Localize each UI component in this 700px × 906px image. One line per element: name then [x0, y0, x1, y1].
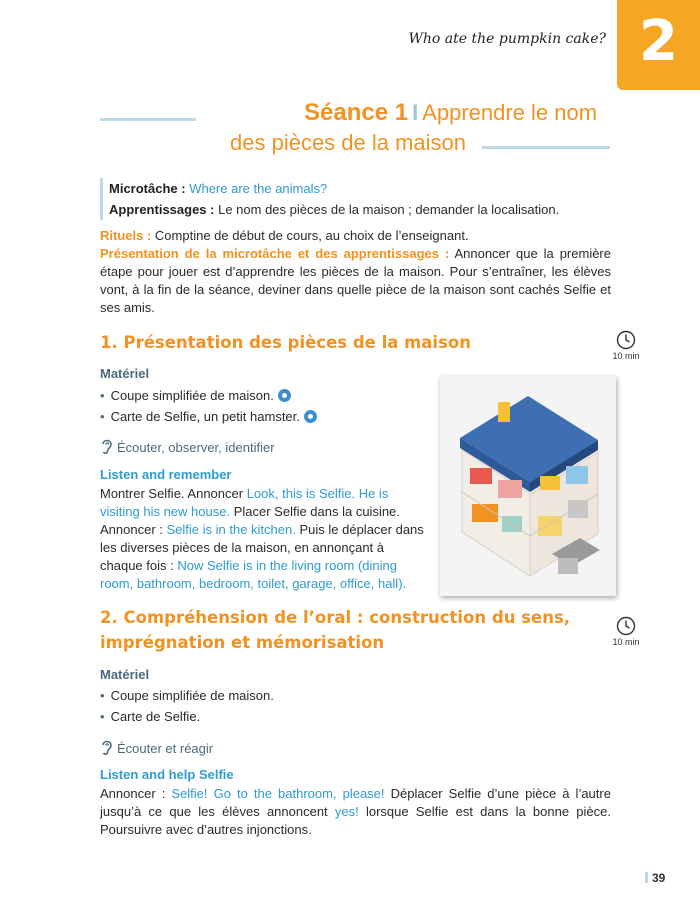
materiel-heading-2: Matériel — [100, 667, 150, 682]
title-separator: I — [412, 100, 419, 125]
house-cutaway-illustration — [440, 376, 616, 596]
ear-icon — [100, 437, 114, 455]
skill-row-1 — [100, 437, 275, 455]
skill-row-2 — [100, 738, 213, 756]
rituels-label: Rituels : — [100, 228, 152, 243]
seance-number: Séance 1 — [304, 99, 409, 126]
cd-icon — [304, 410, 317, 423]
chapter-tab — [617, 0, 700, 90]
microtache-value: Where are the animals? — [189, 181, 328, 196]
cd-icon — [278, 389, 291, 402]
rituels-text: Comptine de début de cours, au choix de l’enseignant. — [154, 228, 469, 243]
presentation-label: Présentation de la microtâche et des apprentissages : — [100, 246, 450, 261]
activity-title-2: Listen and help Selfie — [100, 767, 234, 782]
activity-text-2: Annoncer : Selfie! Go to the bathroom, please! Déplacer Selfie d’une pièce à l’autre jusqu’à ce que les élèves annoncent yes! lorsque Selfie est dans la bonne pièce. Poursuivre avec d’autres injonctions. — [100, 786, 611, 837]
skill-text-1: Écouter, observer, identifier — [117, 440, 275, 455]
intro-paragraph — [100, 227, 611, 317]
title-line-2: des pièces de la maison — [230, 130, 467, 155]
list-item: • Carte de Selfie. — [100, 706, 274, 727]
list-item: • Coupe simplifiée de maison. — [100, 385, 317, 406]
section-2-heading-line-1: 2. Compréhension de l’oral : construction du sens, — [100, 608, 571, 627]
house-drawing — [440, 376, 616, 596]
microtache-label: Microtâche : — [109, 181, 186, 196]
list-item: • Coupe simplifiée de maison. — [100, 685, 274, 706]
ear-icon — [100, 738, 114, 756]
activity-text-1: Montrer Selfie. Annoncer Look, this is Selfie. He is visiting his new house. Placer Selfie dans la cuisine. Annoncer : Selfie is in the kitchen. Puis le déplacer dans les diverses pièces de la maison, en annonçant à chaque fois : Now Selfie is in the living room (dining room, bathroom, bedroom, toilet, garage, office, hall). — [100, 486, 424, 591]
list-item: • Carte de Selfie, un petit hamster. — [100, 406, 317, 427]
page-title — [100, 98, 610, 130]
objectives-box — [100, 178, 610, 220]
clock-icon — [616, 616, 636, 636]
clock-icon — [616, 330, 636, 350]
running-title: Who ate the pumpkin cake? — [408, 31, 606, 47]
apprentissages-label: Apprentissages : — [109, 202, 215, 217]
duration-2-text: 10 min — [612, 637, 640, 647]
duration-1-text: 10 min — [612, 351, 640, 361]
presentation-text: Annoncer que la première étape pour jouer est d’apprendre les pièces de la maison. Pour s’entraîner, les élèves vont, à la fin de la séance, deviner dans quelle pièce de la maison sont cachés Selfie et ses amis. — [100, 246, 611, 315]
title-rule-right — [482, 146, 610, 149]
materiel-list-1 — [100, 385, 317, 427]
section-1-heading: 1. Présentation des pièces de la maison — [100, 333, 471, 352]
duration-2 — [606, 616, 646, 647]
page-number: 39 — [645, 871, 665, 885]
materiel-heading-1: Matériel — [100, 366, 150, 381]
activity-title-1: Listen and remember — [100, 467, 232, 482]
materiel-list-2 — [100, 685, 274, 727]
title-rule-left — [100, 118, 196, 121]
chapter-number: 2 — [639, 9, 678, 74]
duration-1 — [606, 330, 646, 361]
apprentissages-value: Le nom des pièces de la maison ; demander la localisation. — [218, 202, 560, 217]
skill-text-2: Écouter et réagir — [117, 741, 214, 756]
section-2-heading-line-2: imprégnation et mémorisation — [100, 633, 385, 652]
title-line-1: Apprendre le nom — [422, 100, 598, 125]
folio-bar — [645, 872, 648, 883]
